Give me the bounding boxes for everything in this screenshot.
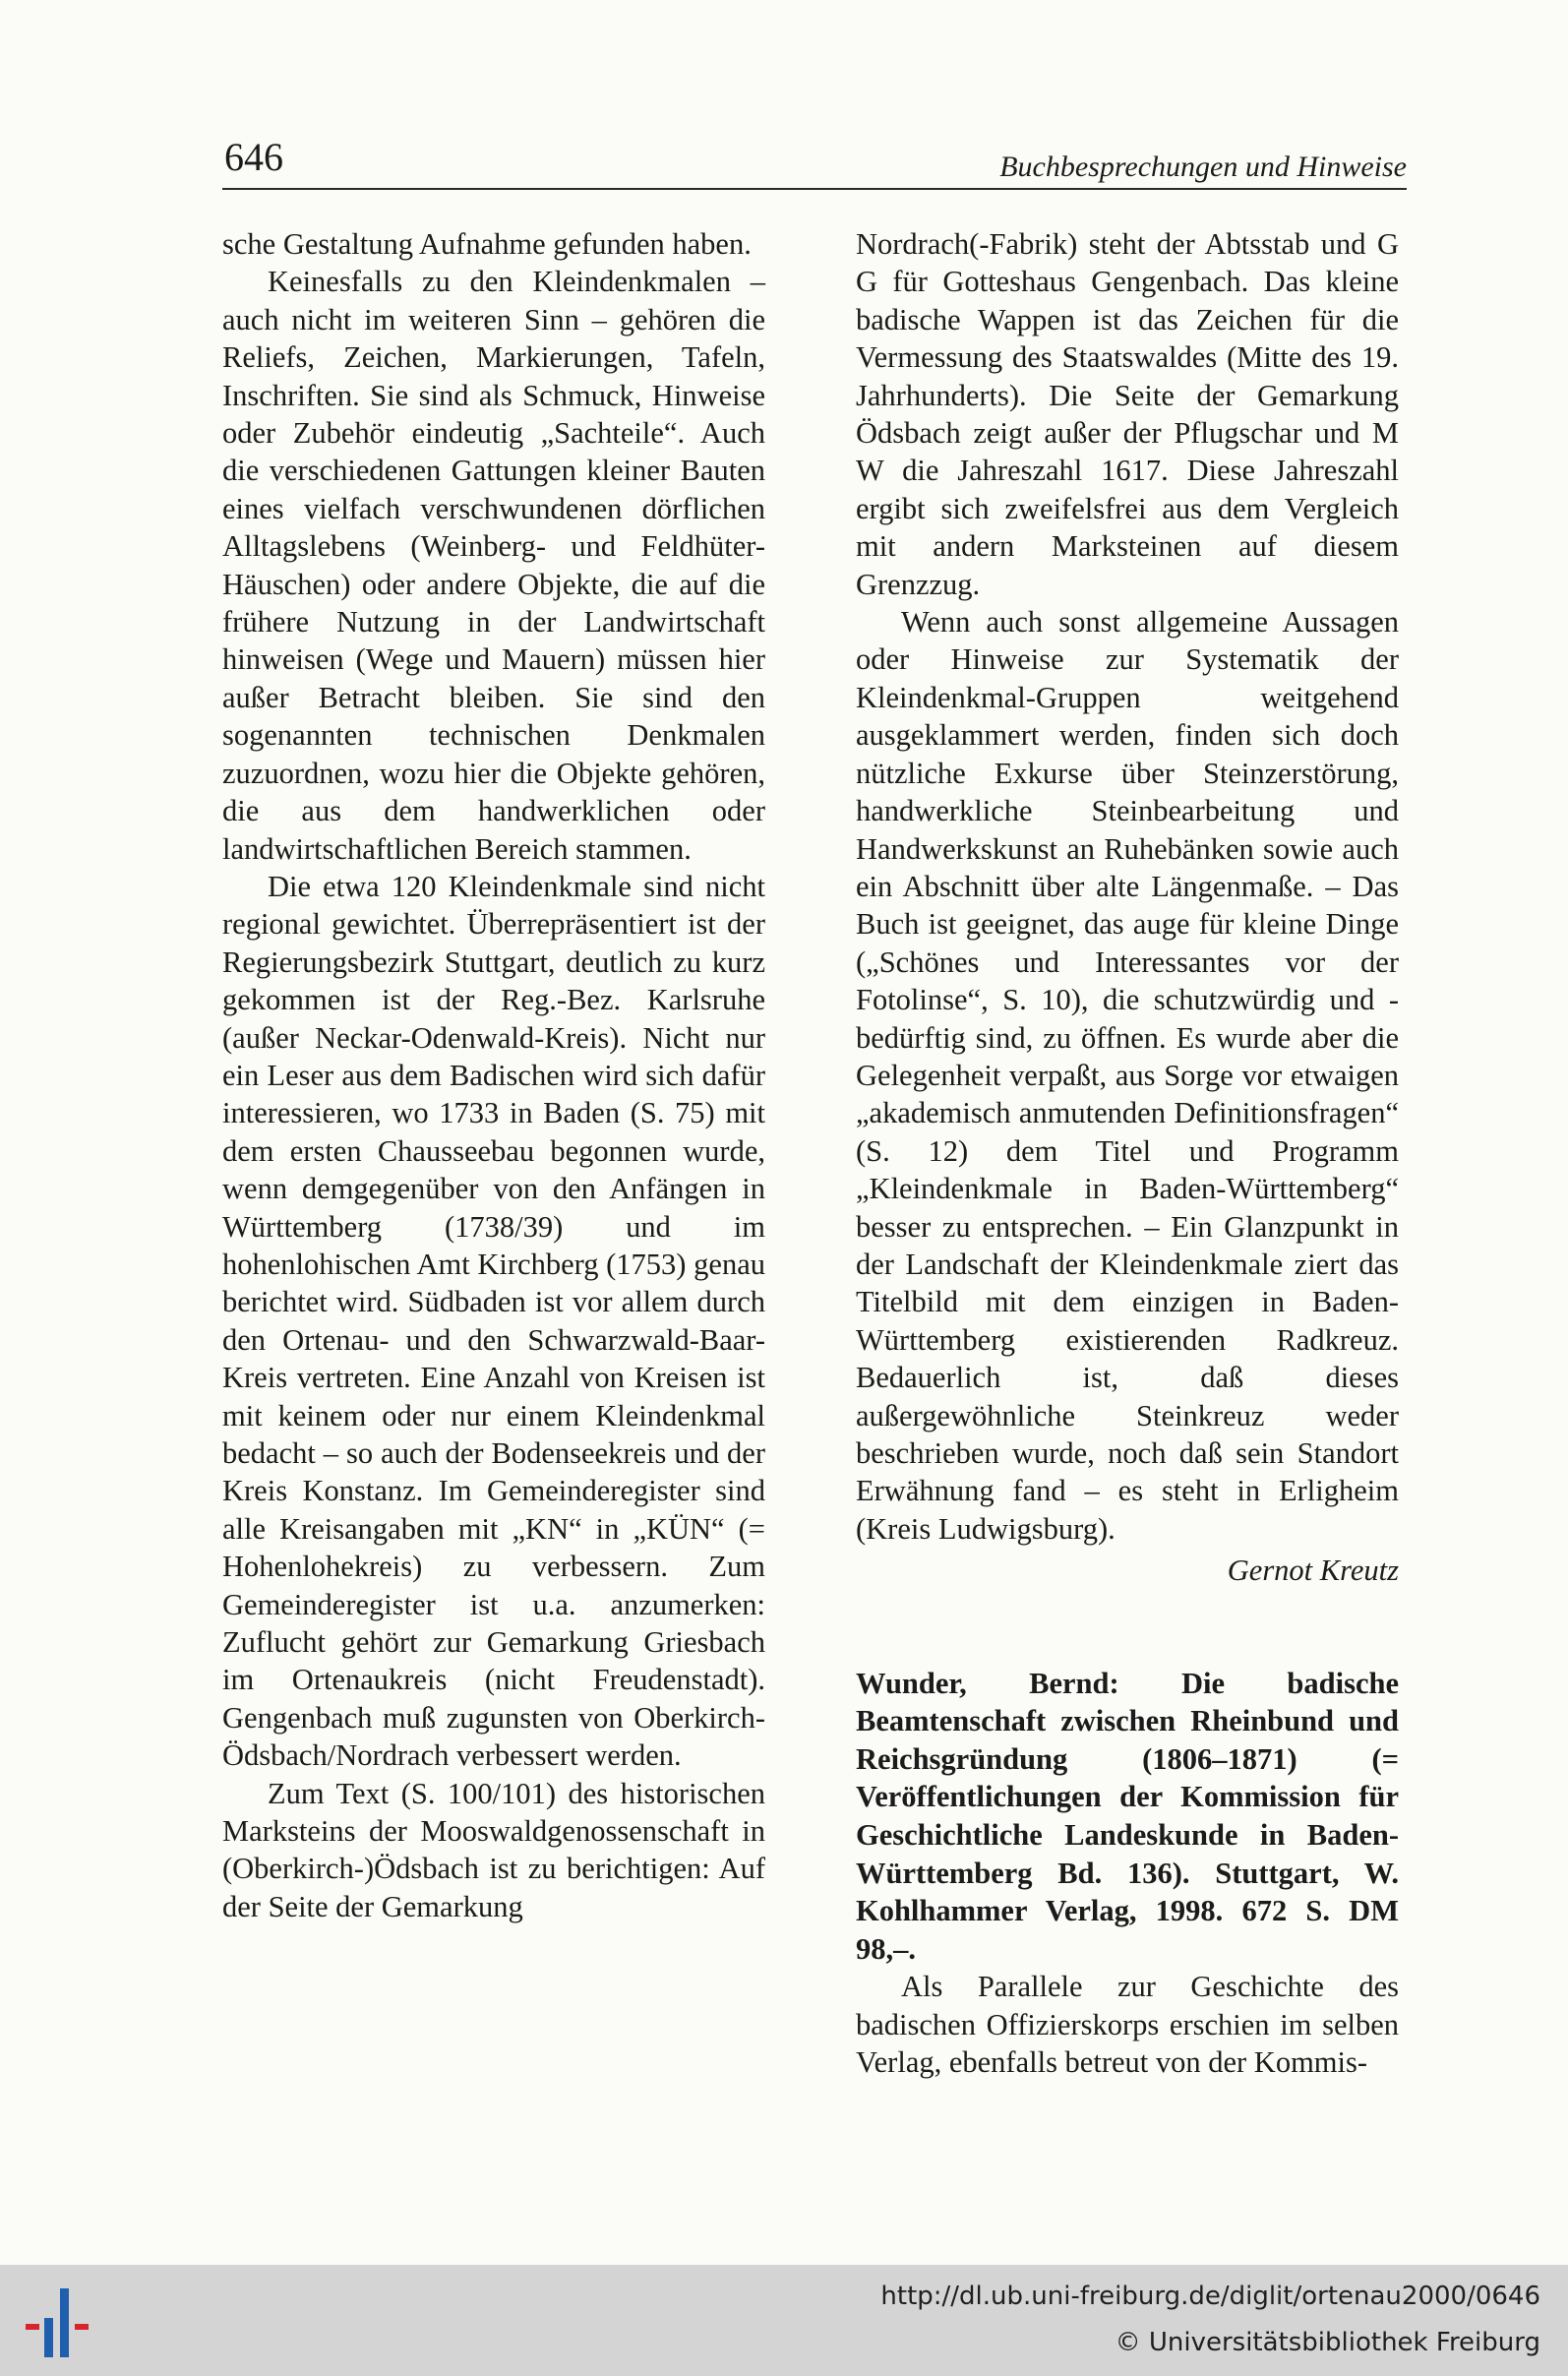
right-column xyxy=(856,225,1399,2082)
review-title: Wunder, Bernd: Die badische Beamtenschaft zwischen Rheinbund und Reichsgründung (1806–1871) (= Veröffentlichungen der Kommission für Geschichtliche Landeskunde in Baden-Württemberg Bd. 136). Stuttgart, W. Kohlhammer Verlag, 1998. 672 S. DM 98,–. xyxy=(856,1666,1399,1966)
paragraph: Die etwa 120 Kleindenkmale sind nicht regional gewichtet. Überrepräsentiert ist der Regierungsbezirk Stuttgart, deutlich zu kurz gekommen ist der Reg.-Bez. Karlsruhe (außer Neckar-Odenwald-Kreis). Nicht nur ein Leser aus dem Badischen wird sich dafür interessieren, wo 1733 in Baden (S. 75) mit dem ersten Chausseebau begonnen wurde, wenn demgegenüber von den Anfängen in Württemberg (1738/39) und im hohenlohischen Amt Kirchberg (1753) genau berichtet wird. Südbaden ist vor allem durch den Ortenau- und den Schwarzwald-Baar-Kreis vertreten. Eine Anzahl von Kreisen ist mit keinem oder nur einem Kleindenkmal bedacht – so auch der Bodenseekreis und der Kreis Konstanz. Im Gemeinderegister sind alle Kreisangaben mit „KN“ in „KÜN“ (= Hohenlohekreis) zu verbessern. Zum Gemeinderegister ist u.a. anzumerken: Zuflucht gehört zur Gemarkung Griesbach im Ortenaukreis (nicht Freudenstadt). Gengenbach muß zugunsten von Oberkirch-Ödsbach/Nordrach verbessert werden. xyxy=(222,869,765,1773)
ub-freiburg-logo-icon xyxy=(18,2281,106,2365)
left-column xyxy=(222,225,765,1925)
paragraph: sche Gestaltung Aufnahme gefunden haben. xyxy=(222,227,752,261)
footer-copyright: © Universitätsbibliothek Freiburg xyxy=(1115,2328,1540,2357)
paragraph: Wenn auch sonst allgemeine Aussagen oder Hinweise zur Systematik der Kleindenkmal-Gruppen weitgehend ausgeklammert werden, finden sich doch nützliche Exkurse über Steinzerstörung, handwerkliche Steinbearbeitung und Handwerkskunst an Ruhebänken sowie auch ein Abschnitt über alte Längenmaße. – Das Buch ist geeignet, das auge für kleine Dinge („Schönes und Interessantes vor der Fotolinse“, S. 10), die schutzwürdig und -bedürftig sind, zu öffnen. Es wurde aber die Gelegenheit verpaßt, aus Sorge vor etwaigen „akademisch anmutenden Definitionsfragen“ (S. 12) dem Titel und Programm „Kleindenkmale in Baden-Württemberg“ besser zu entsprechen. – Ein Glanzpunkt in der Landschaft der Kleindenkmale ziert das Titelbild mit dem einzigen in Baden-Württemberg existierenden Radkreuz. Bedauerlich ist, daß dieses außergewöhnliche Steinkreuz weder beschrieben wurde, noch daß sein Standort Erwähnung fand – es steht in Erligheim (Kreis Ludwigsburg). xyxy=(856,605,1399,1546)
page-number: 646 xyxy=(224,135,283,179)
running-head: Buchbesprechungen und Hinweise xyxy=(999,151,1407,183)
reviewer-signature: Gernot Kreutz xyxy=(1227,1554,1399,1588)
paragraph: Keinesfalls zu den Kleindenkmalen – auch nicht im weiteren Sinn – gehören die Reliefs, Zeichen, Markierungen, Tafeln, Inschriften. Sie sind als Schmuck, Hinweise oder Zubehör eindeutig „Sachteile“. Auch die verschiedenen Gattungen kleiner Bauten eines vielfach verschwundenen dörflichen Alltagslebens (Weinberg- und Feldhüter-Häuschen) oder andere Objekte, die auf die frühere Nutzung in der Landwirtschaft hinweisen (Wege und Mauern) müssen hier außer Betracht bleiben. Sie sind den sogenannten technischen Denkmalen zuzuordnen, wozu hier die Objekte gehören, die aus dem handwerklichen oder landwirtschaftlichen Bereich stammen. xyxy=(222,265,765,866)
footer-permalink[interactable]: http://dl.ub.uni-freiburg.de/diglit/ortenau2000/0646 xyxy=(880,2282,1540,2311)
paragraph: Nordrach(-Fabrik) steht der Abtsstab und G G für Gotteshaus Gengenbach. Das kleine badische Wappen ist das Zeichen für die Vermessung des Staatswaldes (Mitte des 19. Jahrhunderts). Die Seite der Gemarkung Ödsbach zeigt außer der Pflugschar und M W die Jahreszahl 1617. Diese Jahreszahl ergibt sich zweifelsfrei aus dem Vergleich mit andern Marksteinen auf diesem Grenzzug. xyxy=(856,227,1399,601)
paragraph: Als Parallele zur Geschichte des badischen Offizierskorps erschien im selben Verlag, ebenfalls betreut von der Kommis- xyxy=(856,1970,1399,2080)
header-rule xyxy=(222,188,1407,190)
paragraph: Zum Text (S. 100/101) des historischen Marksteins der Mooswaldgenossenschaft in (Oberkirch-)Ödsbach ist zu berichtigen: Auf der Seite der Gemarkung xyxy=(222,1776,765,1923)
